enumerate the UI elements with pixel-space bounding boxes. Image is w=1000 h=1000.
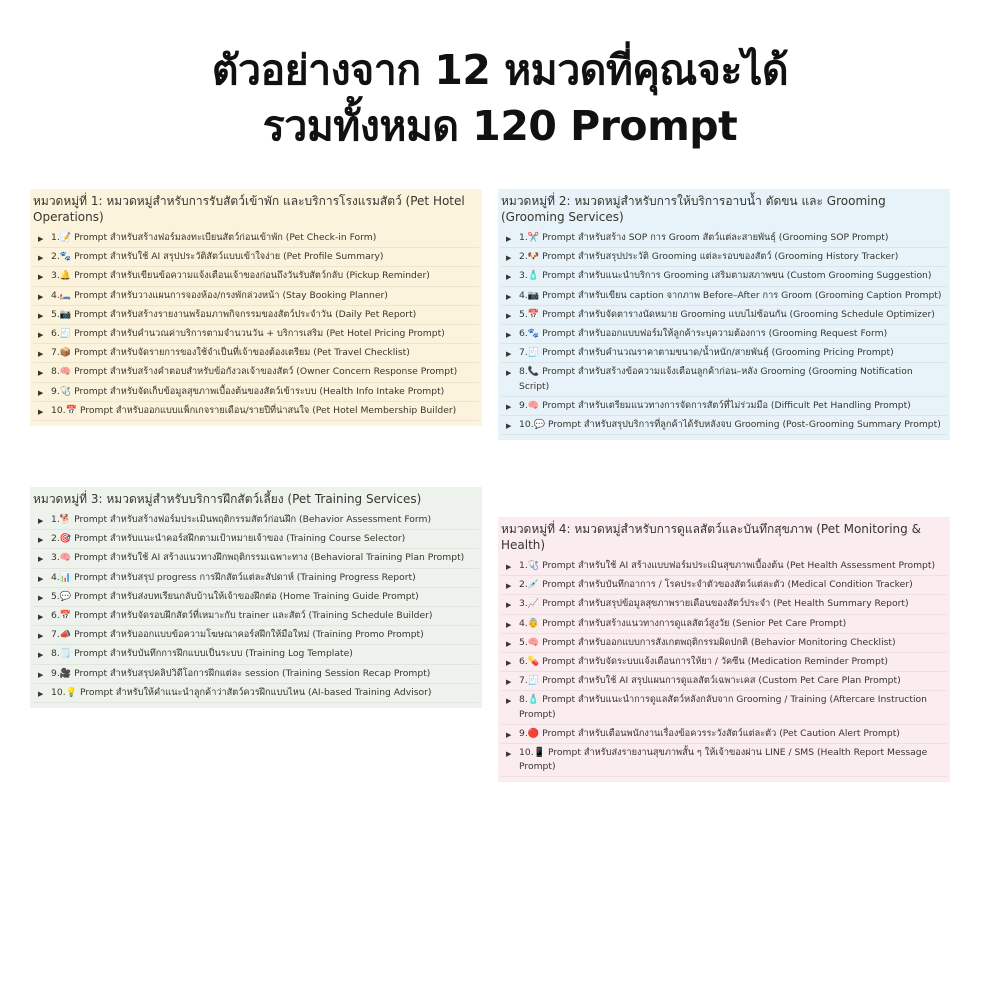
toggle-item[interactable] (33, 549, 479, 568)
category-panel-2 (498, 189, 950, 440)
toggle-item[interactable] (501, 672, 947, 691)
toggle-item[interactable] (33, 248, 479, 267)
toggle-item-label: 5.📅 Prompt สำหรับจัดตารางนัดหมาย Grooming แบบไม่ซ้อนกัน (Grooming Schedule Optimizer) (519, 308, 935, 320)
toggle-triangle-icon[interactable]: ▶ (506, 254, 512, 263)
category-title: หมวดหมู่ที่ 3: หมวดหมู่สำหรับบริการฝึกสัตว์เลี้ยง (Pet Training Services) (33, 492, 422, 506)
toggle-item-label: 2.🎯 Prompt สำหรับแนะนำคอร์สฝึกตามเป้าหมายเจ้าของ (Training Course Selector) (51, 533, 406, 545)
category-panel-4 (498, 517, 950, 782)
toggle-item[interactable] (33, 363, 479, 382)
toggle-triangle-icon[interactable]: ▶ (38, 689, 44, 698)
category-title: หมวดหมู่ที่ 4: หมวดหมู่สำหรับการดูแลสัตว์และบันทึกสุขภาพ (Pet Monitoring & Health) (501, 522, 921, 552)
toggle-item[interactable] (33, 511, 479, 530)
category-panel-3 (30, 487, 482, 708)
toggle-triangle-icon[interactable]: ▶ (506, 678, 512, 687)
toggle-item[interactable] (501, 557, 947, 576)
toggle-item-label: 10.📱 Prompt สำหรับส่งรายงานสุขภาพสั้น ๆ ให้เจ้าของผ่าน LINE / SMS (Health Report Message Prompt) (519, 747, 928, 773)
toggle-item-label: 2.💉 Prompt สำหรับบันทึกอาการ / โรคประจำตัวของสัตว์แต่ละตัว (Medical Condition Tracker) (519, 579, 913, 591)
toggle-item[interactable] (33, 344, 479, 363)
toggle-item[interactable] (501, 725, 947, 744)
toggle-item[interactable] (501, 325, 947, 344)
toggle-item-label: 2.🐾 Prompt สำหรับใช้ AI สรุปประวัติสัตว์แบบเข้าใจง่าย (Pet Profile Summary) (51, 251, 384, 263)
toggle-triangle-icon[interactable]: ▶ (506, 697, 512, 706)
toggle-triangle-icon[interactable]: ▶ (506, 422, 512, 431)
toggle-item-label: 6.💊 Prompt สำหรับจัดระบบแจ้งเตือนการให้ยา / วัคซีน (Medication Reminder Prompt) (519, 656, 889, 668)
toggle-item-label: 10.💬 Prompt สำหรับสรุปบริการที่ลูกค้าได้รับหลังจบ Grooming (Post-Grooming Summary Prompt) (519, 419, 941, 431)
toggle-triangle-icon[interactable]: ▶ (38, 254, 44, 263)
toggle-triangle-icon[interactable]: ▶ (506, 331, 512, 340)
toggle-item[interactable] (33, 267, 479, 286)
toggle-item-label: 9.🧠 Prompt สำหรับเตรียมแนวทางการจัดการสัตว์ที่ไม่ร่วมมือ (Difficult Pet Handling Prompt) (519, 399, 911, 411)
toggle-item[interactable] (33, 383, 479, 402)
toggle-triangle-icon[interactable]: ▶ (506, 273, 512, 282)
toggle-item-label: 9.🎥 Prompt สำหรับสรุปคลิปวิดีโอการฝึกแต่ละ session (Training Session Recap Prompt) (51, 667, 431, 679)
toggle-triangle-icon[interactable]: ▶ (506, 620, 512, 629)
toggle-item-label: 7.🧾 Prompt สำหรับคำนวณราคาตามขนาด/น้ำหนัก/สายพันธุ์ (Grooming Pricing Prompt) (519, 347, 894, 359)
toggle-item-label: 5.💬 Prompt สำหรับส่งบทเรียนกลับบ้านให้เจ้าของฝึกต่อ (Home Training Guide Prompt) (51, 590, 419, 602)
toggle-item[interactable] (501, 306, 947, 325)
prompt-list (501, 229, 947, 435)
toggle-triangle-icon[interactable]: ▶ (38, 593, 44, 602)
toggle-item[interactable] (501, 595, 947, 614)
toggle-triangle-icon[interactable]: ▶ (38, 311, 44, 320)
toggle-triangle-icon[interactable]: ▶ (38, 350, 44, 359)
toggle-item-label: 10.📅 Prompt สำหรับออกแบบแพ็กเกจรายเดือน/รายปีที่น่าสนใจ (Pet Hotel Membership Builder) (51, 404, 457, 416)
toggle-triangle-icon[interactable]: ▶ (38, 632, 44, 641)
toggle-item-label: 2.🐶 Prompt สำหรับสรุปประวัติ Grooming แต่ละรอบของสัตว์ (Grooming History Tracker) (519, 251, 899, 263)
toggle-item[interactable] (501, 416, 947, 435)
toggle-item-label: 3.🧴 Prompt สำหรับแนะนำบริการ Grooming เสริมตามสภาพขน (Custom Grooming Suggestion) (519, 270, 932, 282)
toggle-triangle-icon[interactable]: ▶ (38, 613, 44, 622)
toggle-item-label: 7.🧾 Prompt สำหรับใช้ AI สรุปแผนการดูแลสัตว์เฉพาะเคส (Custom Pet Care Plan Prompt) (519, 675, 901, 687)
toggle-item[interactable] (33, 684, 479, 703)
toggle-item[interactable] (33, 569, 479, 588)
toggle-triangle-icon[interactable]: ▶ (38, 670, 44, 679)
toggle-item[interactable] (501, 248, 947, 267)
headline-line-2: รวมทั้งหมด 120 Prompt (262, 102, 738, 150)
toggle-triangle-icon[interactable]: ▶ (38, 292, 44, 301)
headline-line-1: ตัวอย่างจาก 12 หมวดที่คุณจะได้ (211, 46, 789, 94)
toggle-item-label: 4.👵 Prompt สำหรับสร้างแนวทางการดูแลสัตว์สูงวัย (Senior Pet Care Prompt) (519, 617, 847, 629)
toggle-triangle-icon[interactable]: ▶ (506, 350, 512, 359)
toggle-item-label: 4.📊 Prompt สำหรับสรุป progress การฝึกสัตว์แต่ละสัปดาห์ (Training Progress Report) (51, 571, 416, 583)
toggle-triangle-icon[interactable]: ▶ (506, 292, 512, 301)
toggle-triangle-icon[interactable]: ▶ (38, 651, 44, 660)
toggle-item-label: 8.📞 Prompt สำหรับสร้างข้อความแจ้งเตือนลูกค้าก่อน–หลัง Grooming (Grooming Notification Script) (519, 366, 913, 392)
toggle-item-label: 6.📅 Prompt สำหรับจัดรอบฝึกสัตว์ที่เหมาะกับ trainer และสัตว์ (Training Schedule Builder) (51, 610, 433, 622)
toggle-item[interactable] (501, 615, 947, 634)
toggle-item-label: 5.📷 Prompt สำหรับสร้างรายงานพร้อมภาพกิจกรรมของสัตว์ประจำวัน (Daily Pet Report) (51, 308, 417, 320)
toggle-triangle-icon[interactable]: ▶ (38, 388, 44, 397)
toggle-triangle-icon[interactable]: ▶ (38, 331, 44, 340)
toggle-item-label: 3.📈 Prompt สำหรับสรุปข้อมูลสุขภาพรายเดือนของสัตว์ประจำ (Pet Health Summary Report) (519, 598, 909, 610)
toggle-item-label: 3.🔔 Prompt สำหรับเขียนข้อความแจ้งเตือนเจ้าของก่อนถึงวันรับสัตว์กลับ (Pickup Reminder) (51, 270, 430, 282)
toggle-triangle-icon[interactable]: ▶ (506, 659, 512, 668)
category-title: หมวดหมู่ที่ 2: หมวดหมู่สำหรับการให้บริการอาบน้ำ ตัดขน และ Grooming (Grooming Services) (501, 194, 886, 224)
toggle-item[interactable] (33, 287, 479, 306)
toggle-item-label: 1.🩺 Prompt สำหรับใช้ AI สร้างแบบฟอร์มประเมินสุขภาพเบื้องต้น (Pet Health Assessment Prompt) (519, 560, 936, 571)
category-panel-1 (30, 189, 482, 426)
toggle-item[interactable] (33, 607, 479, 626)
toggle-item[interactable] (501, 744, 947, 777)
toggle-item[interactable] (33, 325, 479, 344)
toggle-item-label: 3.🧠 Prompt สำหรับใช้ AI สร้างแนวทางฝึกพฤติกรรมเฉพาะทาง (Behavioral Training Plan Prompt) (51, 552, 465, 564)
toggle-item[interactable] (33, 645, 479, 664)
toggle-triangle-icon[interactable]: ▶ (38, 369, 44, 378)
toggle-item[interactable] (33, 626, 479, 645)
toggle-item-label: 1.✂️ Prompt สำหรับสร้าง SOP การ Groom สัตว์แต่ละสายพันธุ์ (Grooming SOP Prompt) (519, 232, 889, 243)
prompt-list (501, 557, 947, 777)
toggle-item[interactable] (501, 344, 947, 363)
toggle-item-label: 7.📦 Prompt สำหรับจัดรายการของใช้จำเป็นที่เจ้าของต้องเตรียม (Pet Travel Checklist) (51, 347, 410, 359)
toggle-item-label: 4.🛏️ Prompt สำหรับวางแผนการจองห้อง/กรงพักล่วงหน้า (Stay Booking Planner) (51, 289, 388, 301)
toggle-item-label: 1.📝 Prompt สำหรับสร้างฟอร์มลงทะเบียนสัตว์ก่อนเข้าพัก (Pet Check-in Form) (51, 232, 377, 243)
toggle-triangle-icon[interactable]: ▶ (38, 574, 44, 583)
toggle-item-label: 4.📷 Prompt สำหรับเขียน caption จากภาพ Before–After การ Groom (Grooming Caption Prompt) (519, 289, 942, 301)
toggle-item[interactable] (33, 306, 479, 325)
prompt-list (33, 511, 479, 703)
toggle-triangle-icon[interactable]: ▶ (38, 235, 44, 243)
toggle-triangle-icon[interactable]: ▶ (506, 582, 512, 591)
toggle-item[interactable] (501, 363, 947, 396)
toggle-item-label: 5.🧠 Prompt สำหรับออกแบบการสังเกตพฤติกรรมผิดปกติ (Behavior Monitoring Checklist) (519, 636, 896, 648)
category-title: หมวดหมู่ที่ 1: หมวดหมู่สำหรับการรับสัตว์เข้าพัก และบริการโรงแรมสัตว์ (Pet Hotel Operations) (33, 194, 465, 224)
toggle-item-label: 9.🩺 Prompt สำหรับจัดเก็บข้อมูลสุขภาพเบื้องต้นของสัตว์เข้าระบบ (Health Info Intake Prompt) (51, 385, 445, 397)
toggle-triangle-icon[interactable]: ▶ (506, 235, 512, 243)
toggle-item-label: 6.🐾 Prompt สำหรับออกแบบฟอร์มให้ลูกค้าระบุความต้องการ (Grooming Request Form) (519, 328, 888, 340)
toggle-item[interactable] (501, 287, 947, 306)
toggle-item[interactable] (501, 576, 947, 595)
toggle-item-label: 6.🧾 Prompt สำหรับคำนวณค่าบริการตามจำนวนวัน + บริการเสริม (Pet Hotel Pricing Prompt) (51, 328, 445, 340)
toggle-item[interactable] (501, 397, 947, 416)
toggle-triangle-icon[interactable]: ▶ (506, 369, 512, 378)
toggle-triangle-icon[interactable]: ▶ (506, 601, 512, 610)
toggle-item-label: 8.🧠 Prompt สำหรับสร้างคำตอบสำหรับข้อกังวลเจ้าของสัตว์ (Owner Concern Response Prompt) (51, 366, 458, 378)
toggle-triangle-icon[interactable]: ▶ (506, 639, 512, 648)
toggle-item-label: 10.💡 Prompt สำหรับให้คำแนะนำลูกค้าว่าสัตว์ควรฝึกแบบไหน (AI-based Training Advisor) (51, 686, 432, 698)
toggle-item[interactable] (501, 691, 947, 724)
toggle-triangle-icon[interactable]: ▶ (506, 750, 512, 759)
toggle-item[interactable] (501, 229, 947, 248)
toggle-item[interactable] (33, 530, 479, 549)
page-headline (0, 42, 1000, 154)
toggle-triangle-icon[interactable]: ▶ (38, 517, 44, 525)
toggle-triangle-icon[interactable]: ▶ (506, 730, 512, 739)
toggle-triangle-icon[interactable]: ▶ (38, 555, 44, 564)
toggle-triangle-icon[interactable]: ▶ (38, 273, 44, 282)
toggle-item[interactable] (33, 402, 479, 421)
toggle-item[interactable] (501, 653, 947, 672)
toggle-triangle-icon[interactable]: ▶ (506, 402, 512, 411)
toggle-triangle-icon[interactable]: ▶ (506, 311, 512, 320)
toggle-item[interactable] (501, 267, 947, 286)
toggle-item[interactable] (501, 634, 947, 653)
toggle-item-label: 7.📣 Prompt สำหรับออกแบบข้อความโฆษณาคอร์สฝึกให้มือใหม่ (Training Promo Prompt) (51, 629, 424, 641)
toggle-item[interactable] (33, 229, 479, 248)
toggle-triangle-icon[interactable]: ▶ (38, 536, 44, 545)
toggle-item-label: 1.🐕 Prompt สำหรับสร้างฟอร์มประเมินพฤติกรรมสัตว์ก่อนฝึก (Behavior Assessment Form) (51, 514, 432, 525)
toggle-triangle-icon[interactable]: ▶ (38, 407, 44, 416)
toggle-item-label: 8.🧴 Prompt สำหรับแนะนำการดูแลสัตว์หลังกลับจาก Grooming / Training (Aftercare Instruction Prompt) (519, 694, 927, 720)
toggle-item-label: 9.🔴 Prompt สำหรับเตือนพนักงานเรื่องข้อควรระวังสัตว์แต่ละตัว (Pet Caution Alert Prompt) (519, 727, 900, 739)
toggle-item-label: 8.🗒️ Prompt สำหรับบันทึกการฝึกแบบเป็นระบบ (Training Log Template) (51, 648, 353, 660)
prompt-list (33, 229, 479, 421)
toggle-item[interactable] (33, 665, 479, 684)
toggle-triangle-icon[interactable]: ▶ (506, 563, 512, 571)
toggle-item[interactable] (33, 588, 479, 607)
